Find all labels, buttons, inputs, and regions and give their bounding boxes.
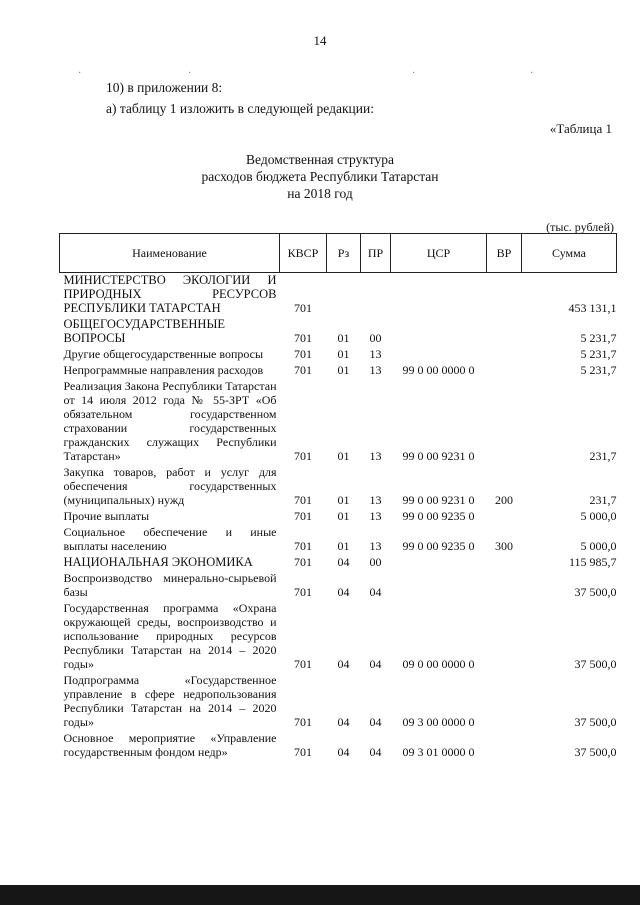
intro-line-1: 10) в приложении 8:	[106, 80, 223, 95]
scan-speck: ·	[188, 68, 192, 79]
cell-vr	[487, 507, 522, 523]
cell-name: НАЦИОНАЛЬНАЯ ЭКОНОМИКА	[63, 555, 253, 569]
cell-kvsr: 701	[294, 585, 312, 599]
cell-kvsr: 701	[294, 363, 312, 377]
cell-name: Подпрограмма «Государственное управление в сфере недропользования Республики Татарстан на 2014 – 2020 годы»	[63, 673, 277, 729]
cell-csr: 99 0 00 9231 0	[402, 493, 475, 507]
title-line-1: Ведомственная структура	[246, 152, 394, 167]
cell-kvsr: 701	[294, 493, 312, 507]
cell-kvsr: 701	[294, 301, 312, 315]
cell-sum: 115 985,7	[568, 555, 617, 569]
header-pr: ПР	[361, 234, 391, 273]
cell-rz: 04	[337, 715, 350, 729]
cell-pr: 13	[369, 493, 382, 507]
cell-rz: 04	[337, 585, 350, 599]
cell-csr: 99 0 00 0000 0	[402, 363, 475, 377]
document-title	[0, 151, 640, 202]
table-row	[60, 599, 617, 671]
cell-rz: 01	[337, 539, 350, 553]
cell-kvsr: 701	[294, 449, 312, 463]
cell-name: ОБЩЕГОСУДАРСТВЕННЫЕ ВОПРОСЫ	[63, 317, 225, 345]
cell-kvsr: 701	[294, 347, 312, 361]
cell-sum: 37 500,0	[574, 585, 617, 599]
table-row	[60, 671, 617, 729]
cell-name: Реализация Закона Республики Татарстан от 14 июля 2012 года № 55-ЗРТ «Об обязательном государственном страховании государственных гражданских служащих Республики Татарстан»	[63, 379, 277, 463]
cell-name: Основное мероприятие «Управление государственным фондом недр»	[63, 731, 277, 759]
table-body	[60, 273, 617, 760]
page-number: 14	[313, 33, 327, 48]
cell-vr: 300	[495, 539, 513, 553]
title-line-2: расходов бюджета Республики Татарстан	[201, 169, 439, 184]
cell-sum: 231,7	[589, 493, 617, 507]
cell-vr	[487, 315, 522, 345]
cell-vr	[487, 729, 522, 759]
table-row	[60, 553, 617, 569]
cell-rz: 01	[337, 363, 350, 377]
header-vr: ВР	[487, 234, 522, 273]
cell-sum: 5 231,7	[580, 331, 617, 345]
cell-kvsr: 701	[294, 657, 312, 671]
units-label: (тыс. рублей)	[546, 220, 614, 234]
cell-rz: 04	[337, 657, 350, 671]
header-kvsr: КВСР	[280, 234, 327, 273]
cell-csr: 09 0 00 0000 0	[402, 657, 475, 671]
cell-sum: 5 000,0	[580, 509, 617, 523]
scan-speck: ·	[78, 68, 82, 79]
cell-csr	[391, 553, 487, 569]
table-label: «Таблица 1	[549, 121, 612, 136]
cell-rz: 04	[337, 745, 350, 759]
cell-rz: 04	[337, 555, 350, 569]
cell-name: Государственная программа «Охрана окружающей среды, воспроизводство и использование природных ресурсов Республики Татарстан на 2014 – 2020 годы»	[63, 601, 277, 671]
cell-rz: 01	[337, 509, 350, 523]
cell-sum: 231,7	[589, 449, 617, 463]
cell-rz	[327, 273, 361, 316]
cell-kvsr: 701	[294, 539, 312, 553]
cell-pr: 04	[369, 585, 382, 599]
cell-csr	[391, 273, 487, 316]
budget-table	[59, 233, 617, 759]
scan-border	[0, 885, 640, 905]
cell-pr: 13	[369, 347, 382, 361]
cell-name: Социальное обеспечение и иные выплаты населению	[63, 525, 277, 553]
header-sum: Сумма	[522, 234, 617, 273]
header-csr: ЦСР	[391, 234, 487, 273]
cell-sum: 5 231,7	[580, 347, 617, 361]
table-row	[60, 345, 617, 361]
cell-rz: 01	[337, 347, 350, 361]
cell-vr	[487, 599, 522, 671]
cell-kvsr: 701	[294, 509, 312, 523]
cell-sum: 37 500,0	[574, 657, 617, 671]
cell-pr	[361, 273, 391, 316]
cell-name: МИНИСТЕРСТВО ЭКОЛОГИИ И ПРИРОДНЫХ РЕСУРСОВ РЕСПУБЛИКИ ТАТАРСТАН	[63, 273, 277, 315]
cell-kvsr: 701	[294, 331, 312, 345]
cell-pr: 13	[369, 509, 382, 523]
cell-csr: 09 3 01 0000 0	[402, 745, 475, 759]
table-row	[60, 377, 617, 463]
cell-name: Другие общегосударственные вопросы	[63, 347, 264, 361]
intro-line-2: а) таблицу 1 изложить в следующей редакции:	[106, 101, 374, 116]
scan-speck: ·	[412, 68, 416, 79]
table-row	[60, 523, 617, 553]
cell-csr	[391, 345, 487, 361]
cell-pr: 04	[369, 715, 382, 729]
table-row	[60, 507, 617, 523]
cell-name: Прочие выплаты	[63, 509, 150, 523]
cell-sum: 37 500,0	[574, 745, 617, 759]
table-row	[60, 273, 617, 316]
title-line-3: на 2018 год	[287, 186, 353, 201]
cell-pr: 13	[369, 539, 382, 553]
cell-csr: 99 0 00 9235 0	[402, 539, 475, 553]
cell-rz: 01	[337, 493, 350, 507]
cell-csr: 09 3 00 0000 0	[402, 715, 475, 729]
cell-name: Закупка товаров, работ и услуг для обеспечения государственных (муниципальных) нужд	[63, 465, 277, 507]
cell-pr: 04	[369, 657, 382, 671]
header-name: Наименование	[60, 234, 280, 273]
cell-rz: 01	[337, 449, 350, 463]
cell-vr: 200	[495, 493, 513, 507]
cell-sum: 5 000,0	[580, 539, 617, 553]
cell-csr	[391, 315, 487, 345]
cell-sum: 453 131,1	[568, 301, 617, 315]
cell-vr	[487, 377, 522, 463]
cell-pr: 00	[369, 331, 382, 345]
cell-sum: 5 231,7	[580, 363, 617, 377]
cell-csr	[391, 569, 487, 599]
cell-rz: 01	[337, 331, 350, 345]
cell-pr: 00	[369, 555, 382, 569]
table-row	[60, 463, 617, 507]
cell-vr	[487, 569, 522, 599]
cell-name: Непрограммные направления расходов	[63, 363, 264, 377]
cell-csr: 99 0 00 9231 0	[402, 449, 475, 463]
table-row	[60, 361, 617, 377]
cell-name: Воспроизводство минерально-сырьевой базы	[63, 571, 277, 599]
cell-vr	[487, 553, 522, 569]
cell-sum: 37 500,0	[574, 715, 617, 729]
cell-pr: 13	[369, 449, 382, 463]
cell-pr: 13	[369, 363, 382, 377]
cell-vr	[487, 273, 522, 316]
cell-kvsr: 701	[294, 715, 312, 729]
cell-kvsr: 701	[294, 745, 312, 759]
table-header-row	[60, 234, 617, 273]
cell-vr	[487, 361, 522, 377]
cell-vr	[487, 345, 522, 361]
header-rz: Рз	[327, 234, 361, 273]
scan-speck: ·	[530, 68, 534, 79]
table-row	[60, 729, 617, 759]
table-row	[60, 315, 617, 345]
cell-pr: 04	[369, 745, 382, 759]
table-row	[60, 569, 617, 599]
cell-csr: 99 0 00 9235 0	[402, 509, 475, 523]
cell-vr	[487, 671, 522, 729]
cell-kvsr: 701	[294, 555, 312, 569]
